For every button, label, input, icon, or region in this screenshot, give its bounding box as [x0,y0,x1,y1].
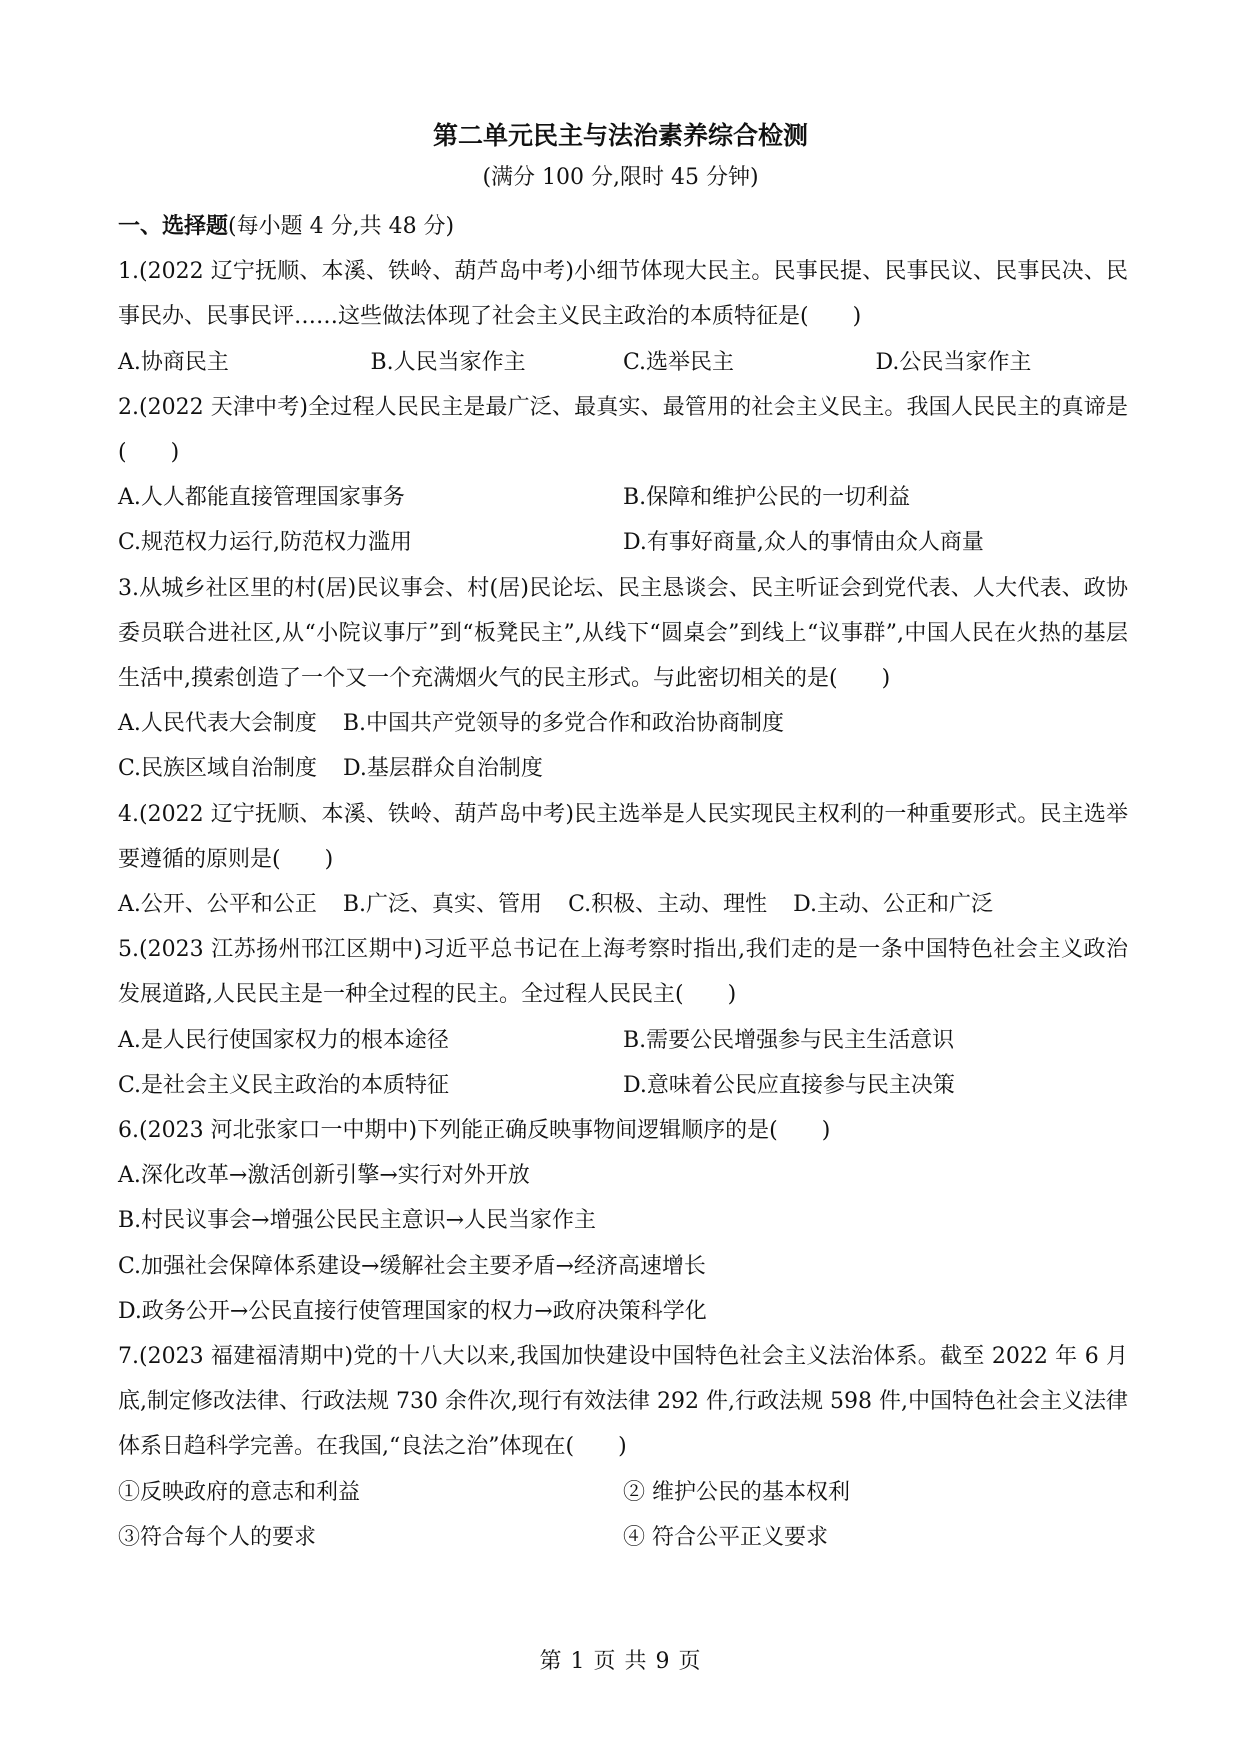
question-1 [118,249,1128,385]
statement-3: ③符合每个人的要求 [118,1524,317,1550]
option-d: D.公民当家作主 [875,349,1032,375]
option-b: B.保障和维护公民的一切利益 [623,485,911,511]
option-d: D.基层群众自治制度 [343,756,543,782]
option-c: C.民族区域自治制度 [118,756,318,782]
option-c: C.加强社会保障体系建设→缓解社会主要矛盾→经济高速增长 [118,1253,706,1279]
question-2 [118,385,1128,566]
statement-4: ④ 符合公平正义要求 [623,1524,828,1550]
question-5 [118,927,1128,1108]
question-options [118,701,1128,746]
question-stem: 6.(2023 河北张家口一中期中)下列能正确反映事物间逻辑顺序的是( ) [118,1118,831,1144]
question-options [118,1063,1128,1108]
question-stem: 5.(2023 江苏扬州邗江区期中)习近平总书记在上海考察时指出,我们走的是一条中国特色社会主义政治发展道路,人民民主是一种全过程的民主。全过程人民民主( ) [118,937,1128,1008]
option-a: A.深化改革→激活创新引擎→实行对外开放 [118,1163,530,1189]
question-options [118,340,1128,385]
question-options [118,746,1128,791]
page-subtitle: (满分 100 分,限时 45 分钟) [482,165,759,190]
question-4 [118,792,1128,928]
section-note: (每小题 4 分,共 48 分) [228,214,455,239]
option-a: A.是人民行使国家权力的根本途径 [118,1027,449,1053]
question-options [118,475,1128,520]
question-options [118,882,1128,927]
option-b: B.人民当家作主 [370,349,526,375]
option-c: C.是社会主义民主政治的本质特征 [118,1072,450,1098]
page-content [118,204,1128,1560]
section-label: 一、选择题 [118,213,229,239]
question-statements [118,1515,1128,1560]
option-c: C.选举民主 [623,349,735,375]
option-d: D.意味着公民应直接参与民主决策 [623,1072,955,1098]
question-7 [118,1334,1128,1560]
question-statements [118,1470,1128,1515]
page-footer: 第 1 页 共 9 页 [539,1649,702,1674]
question-stem: 3.从城乡社区里的村(居)民议事会、村(居)民论坛、民主恳谈会、民主听证会到党代表、人大代表、政协委员联合进社区,从“小院议事厅”到“板凳民主”,从线下“圆桌会”到线上“议事群”,中国人民在火热的基层生活中,摸索创造了一个又一个充满烟火气的民主形式。与此密切相关的是( ) [118,575,1128,692]
section-heading [118,204,1128,249]
question-options [118,1153,1128,1334]
question-stem: 1.(2022 辽宁抚顺、本溪、铁岭、葫芦岛中考)小细节体现大民主。民事民提、民事民议、民事民决、民事民办、民事民评……这些做法体现了社会主义民主政治的本质特征是( ) [118,259,1128,330]
statement-1: ①反映政府的意志和利益 [118,1479,361,1505]
question-options [118,520,1128,565]
option-c: C.规范权力运行,防范权力滥用 [118,530,413,556]
option-b: B.需要公民增强参与民主生活意识 [623,1027,955,1053]
option-b: B.村民议事会→增强公民民主意识→人民当家作主 [118,1208,597,1234]
option-a: A.人民代表大会制度 [118,711,317,737]
question-stem: 7.(2023 福建福清期中)党的十八大以来,我国加快建设中国特色社会主义法治体系。截至 2022 年 6 月底,制定修改法律、行政法规 730 余件次,现行有效法律 292 件,行政法规 598 件,中国特色社会主义法律体系日趋科学完善。在我国,“良法之治”体现在( ) [118,1344,1128,1460]
option-a: A.协商民主 [118,349,229,375]
question-options [118,1018,1128,1063]
option-d: D.政务公开→公民直接行使管理国家的权力→政府决策科学化 [118,1298,707,1324]
option-b: B.中国共产党领导的多党合作和政治协商制度 [342,711,785,737]
page-title: 第二单元民主与法治素养综合检测 [432,121,808,150]
question-3 [118,566,1128,792]
option-b: B.广泛、真实、管用 [342,892,543,918]
option-a: A.人人都能直接管理国家事务 [118,485,405,511]
option-d: D.有事好商量,众人的事情由众人商量 [623,530,984,556]
question-stem: 2.(2022 天津中考)全过程人民民主是最广泛、最真实、最管用的社会主义民主。我国人民民主的真谛是( ) [118,394,1128,466]
option-a: A.公开、公平和公正 [118,892,317,918]
statement-2: ② 维护公民的基本权利 [623,1479,850,1505]
question-stem: 4.(2022 辽宁抚顺、本溪、铁岭、葫芦岛中考)民主选举是人民实现民主权利的一种重要形式。民主选举要遵循的原则是( ) [118,801,1128,872]
option-d: D.主动、公正和广泛 [793,892,993,918]
option-c: C.积极、主动、理性 [568,892,768,918]
question-6 [118,1108,1128,1334]
